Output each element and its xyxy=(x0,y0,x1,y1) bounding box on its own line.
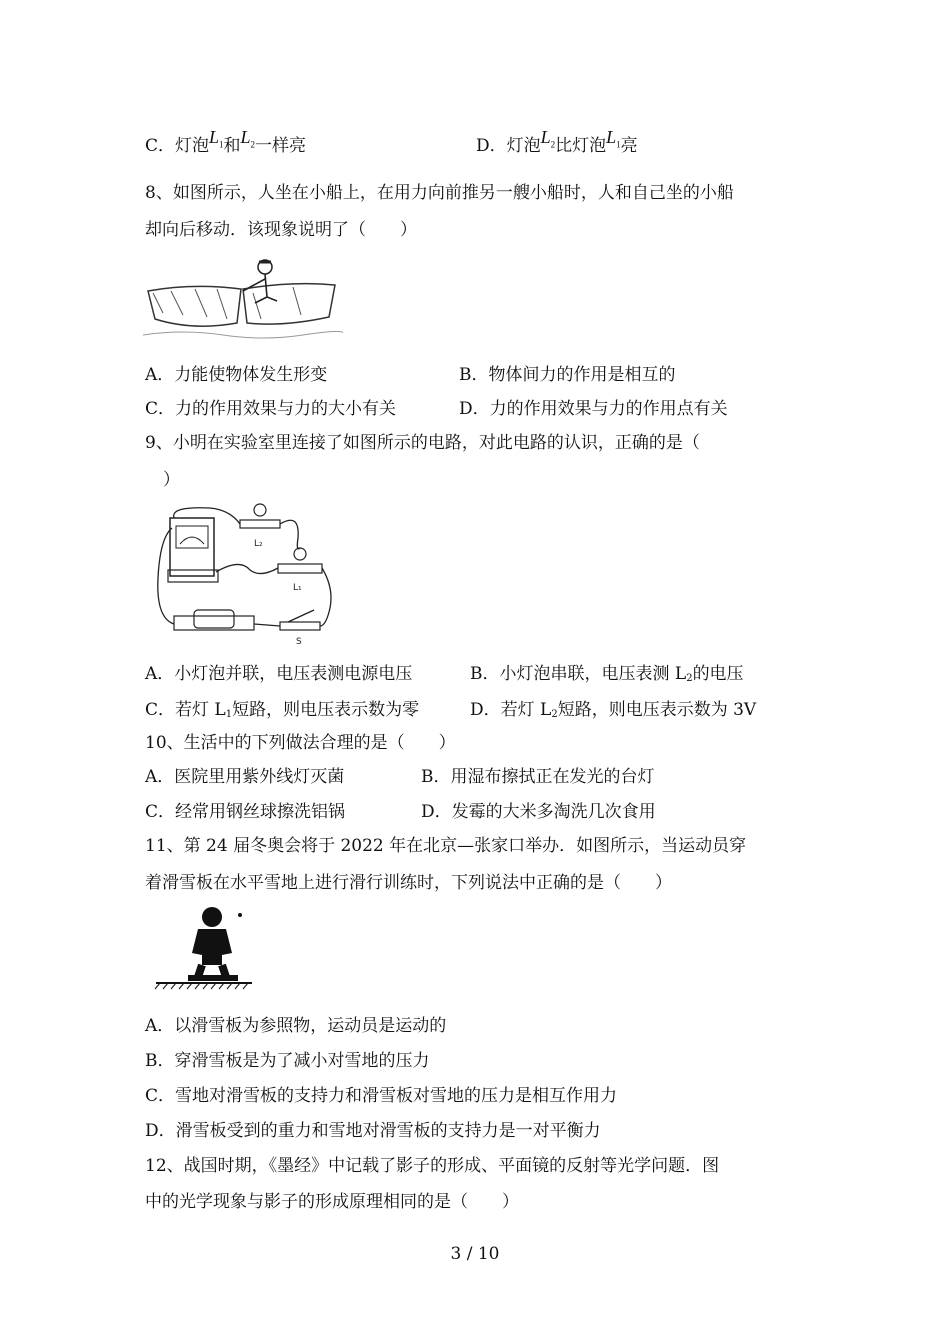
q9-stem-line2: ） xyxy=(163,470,180,490)
q12-stem-line2: 中的光学现象与影子的形成原理相同的是（ ） xyxy=(145,1192,519,1212)
q9-option-a: A．小灯泡并联，电压表测电源电压 xyxy=(145,664,413,684)
q12-stem-line1: 12、战国时期，《墨经》中记载了影子的形成、平面镜的反射等光学问题．图 xyxy=(145,1156,720,1176)
boats-figure xyxy=(143,253,343,345)
q7-option-c: C．灯泡$L_1$和$L_2$一样亮 xyxy=(145,127,307,156)
variable-l1: $L_1$ xyxy=(606,127,621,150)
q8-option-d: D．力的作用效果与力的作用点有关 xyxy=(459,399,728,419)
q8-stem-line2: 却向后移动．该现象说明了（ ） xyxy=(145,220,417,240)
l2-label: L₂ xyxy=(254,539,263,549)
l1-label: L₁ xyxy=(293,583,302,593)
skier-figure xyxy=(152,905,254,991)
q10-option-c: C．经常用钢丝球擦洗铝锅 xyxy=(145,802,346,822)
q9-option-b: B．小灯泡串联，电压表测 $L_2$的电压 xyxy=(470,664,744,684)
q11-option-b: B．穿滑雪板是为了减小对雪地的压力 xyxy=(145,1051,430,1071)
q8-stem-line1: 8、如图所示，人坐在小船上，在用力向前推另一艘小船时，人和自己坐的小船 xyxy=(145,183,734,203)
q8-option-b: B．物体间力的作用是相互的 xyxy=(459,365,676,385)
variable-l2: $L_2$ xyxy=(240,127,256,150)
q11-stem-line1: 11、第 24 届冬奥会将于 2022 年在北京—张家口举办．如图所示，当运动员穿 xyxy=(145,836,747,856)
switch-label: S xyxy=(296,637,302,647)
q11-option-d: D．滑雪板受到的重力和雪地对滑雪板的支持力是一对平衡力 xyxy=(145,1121,601,1141)
q10-option-a: A．医院里用紫外线灯灭菌 xyxy=(145,767,345,787)
q11-stem-line2: 着滑雪板在水平雪地上进行滑行训练时，下列说法中正确的是（ ） xyxy=(145,873,672,893)
circuit-figure xyxy=(150,498,340,648)
q8-option-c: C．力的作用效果与力的大小有关 xyxy=(145,399,397,419)
variable-l1: $L_1$ xyxy=(209,127,224,150)
q9-stem-line1: 9、小明在实验室里连接了如图所示的电路，对此电路的认识，正确的是（ xyxy=(145,433,700,453)
q9-option-c: C．若灯 $L_1$短路，则电压表示数为零 xyxy=(145,700,420,720)
q8-option-a: A．力能使物体发生形变 xyxy=(145,365,328,385)
q9-option-d: D．若灯 $L_2$短路，则电压表示数为 3V xyxy=(470,700,757,720)
q10-stem: 10、生活中的下列做法合理的是（ ） xyxy=(145,733,456,753)
page-number: 3 / 10 xyxy=(450,1244,500,1264)
q10-option-d: D．发霉的大米多淘洗几次食用 xyxy=(421,802,656,822)
q10-option-b: B．用湿布擦拭正在发光的台灯 xyxy=(421,767,655,787)
q11-option-c: C．雪地对滑雪板的支持力和滑雪板对雪地的压力是相互作用力 xyxy=(145,1086,618,1106)
q7-option-d: D．灯泡$L_2$比灯泡$L_1$亮 xyxy=(476,127,638,156)
variable-l2: $L_2$ xyxy=(540,127,556,150)
q11-option-a: A．以滑雪板为参照物，运动员是运动的 xyxy=(145,1016,447,1036)
